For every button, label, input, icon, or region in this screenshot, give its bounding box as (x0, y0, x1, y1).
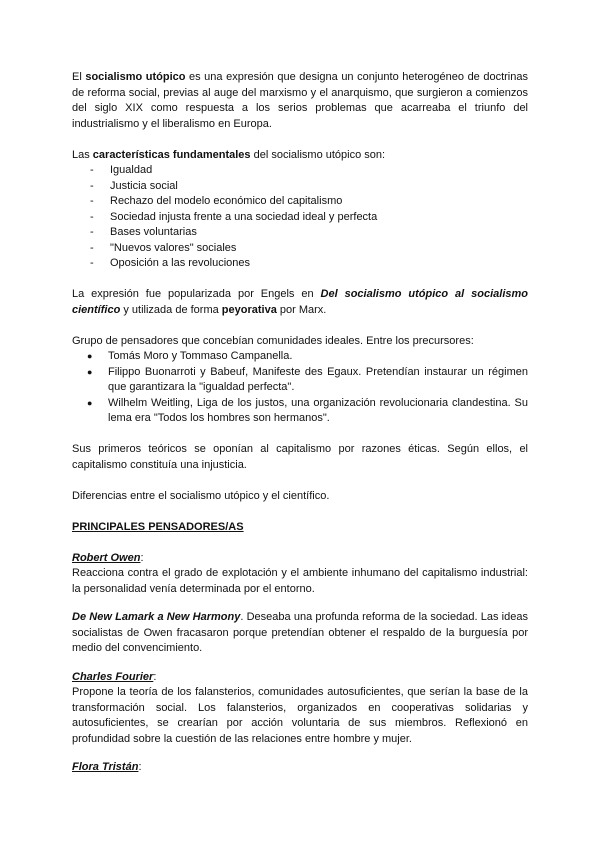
owen-name: Robert Owen (72, 551, 141, 564)
diferencias-paragraph: Diferencias entre el socialismo utópico y el científico. (72, 489, 330, 502)
engels-text-start: La expresión fue popularizada por Engels en (72, 288, 321, 300)
owen-lanark-title: De New Lamark a New Harmony (72, 611, 241, 623)
engels-text-mid: y utilizada de forma (120, 303, 222, 316)
caracteristicas-lead (72, 148, 528, 164)
owen-lanark-paragraph (72, 610, 528, 657)
list-item: - Bases voluntarias (72, 225, 528, 241)
owen-heading (72, 551, 528, 567)
caracteristicas-text-end: del socialismo utópico son: (250, 148, 386, 161)
fourier-paragraph: Propone la teoría de los falansterios, comunidades autosuficientes, que serían la base de la transformación social. Los falansterios, organizados en cooperativas solidarias y autosuficientes, se crearían por acción voluntaria de sus miembros. Reflexionó en profundidad sobre la cuestión de las relaciones entre hombre y mujer. (72, 686, 528, 745)
owen-colon: : (140, 551, 144, 564)
list-item: - "Nuevos valores" sociales (72, 241, 528, 257)
engels-book-title: Del socialismo utópico al socialismo científico (72, 288, 528, 316)
engels-text-end: por Marx. (276, 303, 327, 316)
fourier-heading (72, 670, 528, 686)
list-item: ● Filippo Buonarroti y Babeuf, Manifeste des Egaux. Pretendían instaurar un régimen que garantizara la "igualdad perfecta". (72, 365, 528, 396)
list-item: - Justicia social (72, 179, 528, 195)
tristan-colon: : (138, 761, 142, 773)
intro-term: socialismo utópico (85, 71, 186, 83)
intro-text-rest: es una expresión que designa un conjunto heterogéneo de doctrinas de reforma social, previas al auge del marxismo y el anarquismo, que surgieron a comienzos del siglo XIX como respuesta a los serios problemas que acarreaba el triunfo del industrialismo y el liberalismo en Europa. (72, 71, 528, 130)
principales-heading: PRINCIPALES PENSADORES/AS (72, 520, 244, 533)
tristan-name: Flora Tristán (72, 761, 139, 773)
document-page (72, 70, 528, 776)
list-item: - Igualdad (72, 163, 528, 179)
fourier-name: Charles Fourier (72, 670, 154, 683)
caracteristicas-bold: características fundamentales (92, 148, 251, 161)
engels-bold: peyorativa (221, 303, 277, 316)
tristan-heading (72, 760, 528, 776)
caracteristicas-list (72, 163, 528, 272)
list-item: - Sociedad injusta frente a una sociedad ideal y perfecta (72, 210, 528, 226)
intro-text-start: El (72, 71, 86, 83)
primeros-paragraph: Sus primeros teóricos se oponían al capitalismo por razones éticas. Según ellos, el capitalismo constituía una injusticia. (72, 443, 528, 471)
intro-paragraph (72, 70, 528, 132)
caracteristicas-text-start: Las (72, 148, 93, 161)
owen-lanark-text: . Deseaba una profunda reforma de la sociedad. Las ideas socialistas de Owen fracasaron porque pretendían obtener el respaldo de la burguesía por medio del convencimiento. (72, 611, 528, 654)
engels-paragraph (72, 287, 528, 318)
owen-paragraph: Reacciona contra el grado de explotación y el ambiente inhumano del capitalismo industrial: la personalidad venía determinada por el entorno. (72, 567, 528, 595)
fourier-colon: : (153, 670, 157, 683)
list-item: ● Wilhelm Weitling, Liga de los justos, una organización revolucionaria clandestina. Su lema era "Todos los hombres son hermanos". (72, 396, 528, 427)
grupo-list (72, 349, 528, 427)
list-item: ● Tomás Moro y Tommaso Campanella. (72, 349, 528, 365)
list-item: - Oposición a las revoluciones (72, 256, 528, 272)
grupo-lead: Grupo de pensadores que concebían comunidades ideales. Entre los precursores: (72, 334, 474, 347)
list-item: - Rechazo del modelo económico del capitalismo (72, 194, 528, 210)
